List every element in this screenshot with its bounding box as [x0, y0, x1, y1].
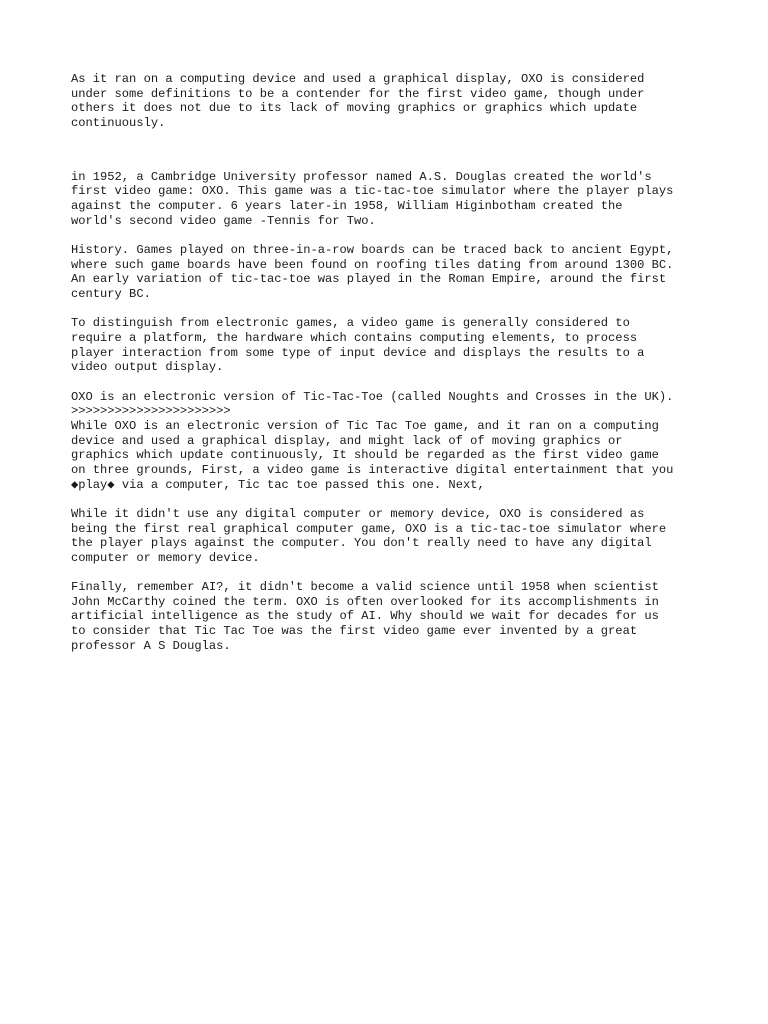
paragraph-electronic-version [71, 390, 711, 493]
paragraph-spacer [71, 131, 711, 170]
text-line: OXO is an electronic version of Tic-Tac-Toe (called Noughts and Crosses in the UK). [71, 389, 674, 404]
text-line: >>>>>>>>>>>>>>>>>>>>>> [71, 404, 231, 419]
text-line: computer or memory device. [71, 550, 260, 565]
paragraph-oxo-contender [71, 72, 711, 131]
text-line: to consider that Tic Tac Toe was the first video game ever invented by a great [71, 624, 638, 639]
text-line: graphics which update continuously, It should be regarded as the first video game [71, 448, 659, 463]
text-line: century BC. [71, 287, 151, 302]
text-line: As it ran on a computing device and used a graphical display, OXO is considered [71, 72, 645, 86]
paragraph-spacer [71, 375, 711, 390]
text-line: History. Games played on three-in-a-row boards can be traced back to ancient Egypt, [71, 243, 674, 257]
paragraph-history [71, 243, 711, 302]
text-line: in 1952, a Cambridge University professor named A.S. Douglas created the world's [71, 169, 652, 184]
text-line: An early variation of tic-tac-toe was played in the Roman Empire, around the first [71, 272, 667, 287]
text-line: being the first real graphical computer game, OXO is a tic-tac-toe simulator where [71, 521, 667, 536]
text-line: artificial intelligence as the study of AI. Why should we wait for decades for us [71, 609, 659, 624]
text-line: where such game boards have been found on roofing tiles dating from around 1300 BC. [71, 257, 674, 272]
text-line: the player plays against the computer. You don't really need to have any digital [71, 536, 652, 551]
text-line: world's second video game -Tennis for Two. [71, 213, 376, 228]
document-body [71, 72, 711, 654]
text-line: under some definitions to be a contender for the first video game, though under [71, 86, 645, 101]
paragraph-ai [71, 580, 711, 653]
text-line: ◆play◆ via a computer, Tic tac toe passed this one. Next, [71, 477, 485, 492]
text-line: video output display. [71, 360, 224, 375]
text-line: John McCarthy coined the term. OXO is often overlooked for its accomplishments in [71, 594, 659, 609]
paragraph-spacer [71, 566, 711, 581]
text-line: require a platform, the hardware which contains computing elements, to process [71, 330, 638, 345]
paragraph-no-digital-computer [71, 507, 711, 566]
paragraph-spacer [71, 302, 711, 317]
text-line: professor A S Douglas. [71, 638, 231, 653]
text-line: on three grounds, First, a video game is interactive digital entertainment that you [71, 462, 674, 477]
text-line: against the computer. 6 years later-in 1958, William Higinbotham created the [71, 199, 623, 214]
text-line: While it didn't use any digital computer or memory device, OXO is considered as [71, 506, 645, 521]
paragraph-douglas-1952 [71, 170, 711, 229]
text-line: first video game: OXO. This game was a tic-tac-toe simulator where the player plays [71, 184, 674, 199]
text-line: continuously. [71, 116, 166, 131]
text-line: Finally, remember AI?, it didn't become a valid science until 1958 when scientist [71, 580, 659, 595]
text-line: player interaction from some type of input device and displays the results to a [71, 345, 645, 360]
text-line: To distinguish from electronic games, a video game is generally considered to [71, 316, 630, 331]
paragraph-spacer [71, 492, 711, 507]
text-line: device and used a graphical display, and might lack of of moving graphics or [71, 433, 623, 448]
text-line: others it does not due to its lack of moving graphics or graphics which update [71, 101, 638, 116]
text-line: While OXO is an electronic version of Tic Tac Toe game, and it ran on a computing [71, 418, 659, 433]
paragraph-spacer [71, 229, 711, 244]
paragraph-distinguish [71, 316, 711, 375]
